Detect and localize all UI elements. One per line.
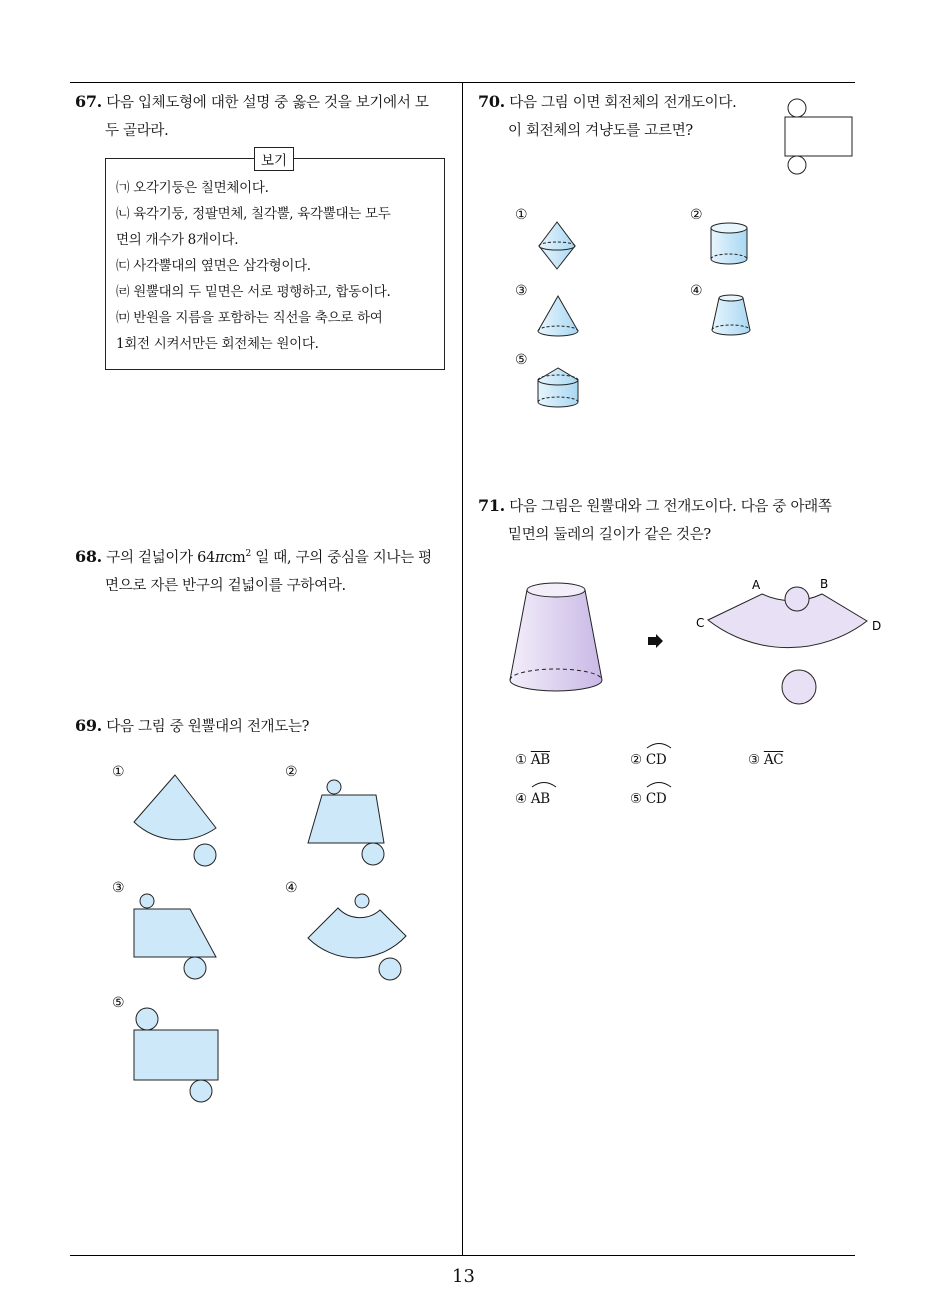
q70-opt3-cone <box>538 296 578 336</box>
question-69-number: 69. <box>75 716 102 735</box>
q71-option-1[interactable] <box>515 747 550 773</box>
q69-opt2-trapezoid <box>308 795 384 843</box>
q69-option-5-mark[interactable]: ⑤ <box>112 995 125 1011</box>
q70-option-1-mark[interactable]: ① <box>515 207 528 223</box>
q70-opt5-cone-cylinder <box>538 368 578 407</box>
question-70-number: 70. <box>478 92 505 111</box>
q70-option-2-mark[interactable]: ② <box>690 207 703 223</box>
q71-figure <box>470 565 890 715</box>
q69-opt4-bottom-circle <box>379 958 401 980</box>
question-70-text-line2: 이 회전체의 겨냥도를 고르면? <box>508 123 693 139</box>
q71-option-4-segment: AB <box>530 791 550 807</box>
question-68-line2: 면으로 자른 반구의 겉넓이를 구하여라. <box>105 577 346 594</box>
question-71-text-line2: 밑면의 둘레의 길이가 같은 것은? <box>508 527 711 543</box>
q71-option-4-mark: ④ <box>515 791 527 807</box>
q71-net-bottom-circle <box>782 670 816 704</box>
q70-option-3-mark[interactable]: ③ <box>515 283 528 299</box>
q71-net-top-circle <box>785 587 809 611</box>
q71-option-5[interactable] <box>630 786 666 812</box>
question-67-text-line2: 두 골라라. <box>105 123 169 139</box>
q71-option-1-mark: ① <box>515 752 527 768</box>
bogi-item-4: ㈃ 원뿔대의 두 밑면은 서로 평행하고, 합동이다. <box>116 284 391 300</box>
unit-exponent: 2 <box>245 549 251 559</box>
q71-option-2[interactable] <box>630 747 666 773</box>
q71-option-4[interactable] <box>515 786 550 812</box>
q70-net-top-circle <box>788 99 806 117</box>
question-68-line1a: 구의 겉넓이가 64 <box>106 549 215 566</box>
q71-frustum <box>510 590 602 691</box>
q69-option-2-mark[interactable]: ② <box>285 764 298 780</box>
bogi-item-2: ㈁ 육각기둥, 정팔면체, 칠각뿔, 육각뿔대는 모두 <box>116 206 391 222</box>
pi-symbol: π <box>214 549 225 566</box>
q71-option-5-mark: ⑤ <box>630 791 642 807</box>
q69-opt1-circle <box>194 844 216 866</box>
q71-option-3[interactable] <box>748 747 783 773</box>
q71-option-3-segment: $\overline{AC}$ <box>763 752 784 768</box>
bogi-item-1: ㈀ 오각기둥은 칠면체이다. <box>116 180 269 196</box>
question-71-text-line1: 다음 그림은 원뿔대와 그 전개도이다. 다음 중 아래쪽 <box>509 499 832 515</box>
q69-opt3-bottom-circle <box>184 957 206 979</box>
question-67-number: 67. <box>75 92 102 111</box>
q69-option-1-mark[interactable]: ① <box>112 764 125 780</box>
q69-opt5-bottom-circle <box>190 1080 212 1102</box>
q70-option-5-mark[interactable]: ⑤ <box>515 352 528 368</box>
q71-option-1-segment: $\overline{AB}$ <box>530 752 550 768</box>
q69-opt2-bottom-circle <box>362 843 384 865</box>
q70-option-4-mark[interactable]: ④ <box>690 283 703 299</box>
q70-opt4-frustum <box>712 298 750 335</box>
question-71-number: 71. <box>478 496 505 515</box>
q71-option-3-mark: ③ <box>748 752 760 768</box>
q69-option-4-mark[interactable]: ④ <box>285 880 298 896</box>
bottom-rule <box>70 1255 855 1256</box>
unit-cm: cm <box>224 549 246 566</box>
bogi-item-3: ㈂ 사각뿔대의 옆면은 삼각형이다. <box>116 258 311 274</box>
question-69-text: 다음 그림 중 원뿔대의 전개도는? <box>106 719 310 735</box>
q69-opt4-top-circle <box>355 894 369 908</box>
bogi-item-5: ㈄ 반원을 지름을 포함하는 직선을 축으로 하여 <box>116 310 383 326</box>
arrow-icon <box>648 634 663 648</box>
q69-opt4-annular-sector <box>308 908 406 958</box>
q71-option-5-segment: CD <box>645 791 667 807</box>
bogi-item-2-cont: 면의 개수가 8개이다. <box>116 232 239 248</box>
arc-symbol-icon <box>531 780 557 788</box>
page-number: 13 <box>452 1266 475 1287</box>
q71-label-c: C <box>696 616 705 630</box>
question-71 <box>478 492 863 549</box>
question-67-text-line1: 다음 입체도형에 대한 설명 중 옳은 것을 보기에서 모 <box>106 95 429 111</box>
question-68-number: 68. <box>75 546 102 566</box>
q71-option-2-mark: ② <box>630 752 642 768</box>
q70-net-bottom-circle <box>788 156 806 174</box>
bogi-item-5-cont: 1회전 시켜서만든 회전체는 원이다. <box>116 336 319 352</box>
q70-figures <box>0 0 926 420</box>
q71-label-b: B <box>820 577 829 591</box>
bogi-title: 보기 <box>254 147 294 171</box>
arc-symbol-icon <box>646 780 672 788</box>
q71-option-2-segment: CD <box>645 752 667 768</box>
q69-option-3-mark[interactable]: ③ <box>112 880 125 896</box>
q69-opt5-top-circle <box>136 1008 158 1030</box>
q69-opt5-rectangle <box>134 1030 218 1080</box>
arc-symbol-icon <box>646 741 672 749</box>
q69-opt2-top-circle <box>327 780 341 794</box>
q70-net-rectangle <box>785 117 852 156</box>
q69-opt3-top-circle <box>140 894 154 908</box>
q71-label-a: A <box>752 578 761 592</box>
question-70-text-line1: 다음 그림 이면 회전체의 전개도이다. <box>509 95 737 111</box>
question-68-line1b: 일 때, 구의 중심을 지나는 평 <box>250 549 432 566</box>
q69-opt3-trapezoid <box>134 909 216 957</box>
q70-opt1-double-cone <box>539 222 575 269</box>
q69-opt1-sector <box>134 775 216 840</box>
q71-label-d: D <box>872 619 882 633</box>
